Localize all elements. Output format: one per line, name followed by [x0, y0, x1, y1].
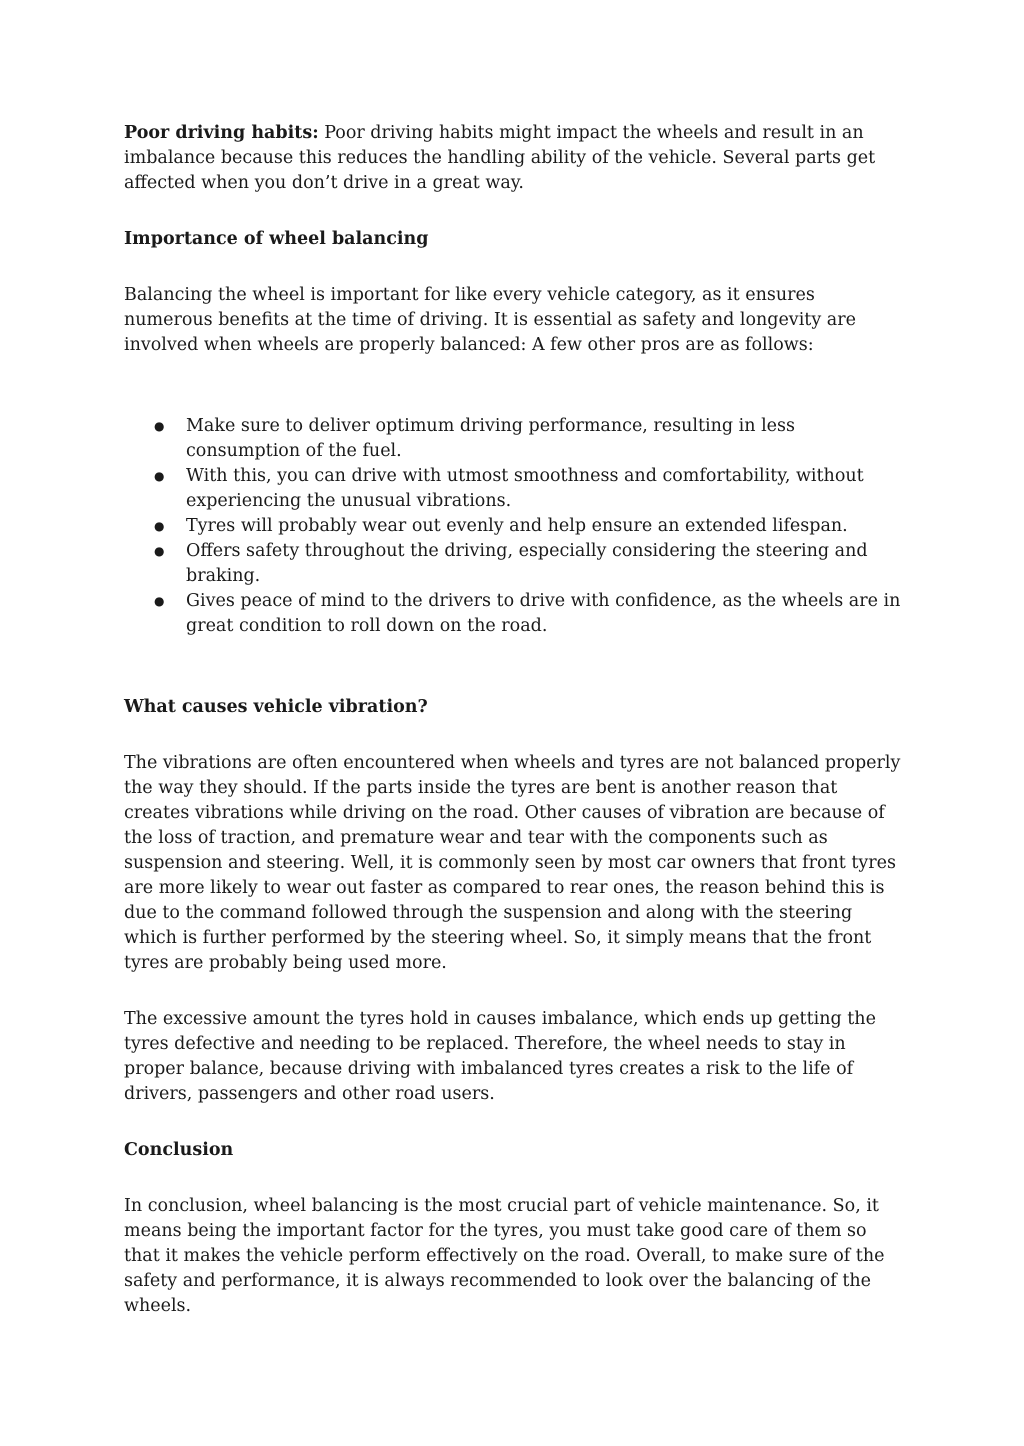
conclusion-heading: Conclusion [124, 1140, 234, 1160]
benefits-list [124, 414, 904, 639]
poor-driving-paragraph [124, 121, 904, 196]
list-item-text: Offers safety throughout the driving, especially considering the steering and braking. [186, 541, 868, 586]
bullet-icon: ● [154, 544, 165, 558]
vibration-paragraph-2: The excessive amount the tyres hold in causes imbalance, which ends up getting the tyres defective and needing to be replaced. Therefore, the wheel needs to stay in proper balance, because driving with imbalanced tyres creates a risk to the life of drivers, passengers and other road users. [124, 1009, 876, 1104]
document-page [124, 121, 904, 1319]
importance-heading: Importance of wheel balancing [124, 229, 429, 249]
list-item-text: Make sure to deliver optimum driving performance, resulting in less consumption of the fuel. [186, 416, 796, 461]
bullet-icon: ● [154, 419, 165, 433]
importance-paragraph: Balancing the wheel is important for like every vehicle category, as it ensures numerous benefits at the time of driving. It is essential as safety and longevity are involved when wheels are properly balanced: A few other pros are as follows: [124, 285, 856, 355]
list-item-text: Gives peace of mind to the drivers to drive with confidence, as the wheels are in great condition to roll down on the road. [186, 591, 901, 636]
list-item [124, 539, 904, 589]
vibration-paragraph-1: The vibrations are often encountered when wheels and tyres are not balanced properly the way they should. If the parts inside the tyres are bent is another reason that creates vibrations while driving on the road. Other causes of vibration are because of the loss of traction, and premature wear and tear with the components such as suspension and steering. Well, it is commonly seen by most car owners that front tyres are more likely to wear out faster as compared to rear ones, the reason behind this is due to the command followed through the suspension and along with the steering which is further performed by the steering wheel. So, it simply means that the front tyres are probably being used more. [124, 753, 901, 973]
poor-driving-label: Poor driving habits: [124, 123, 319, 143]
list-item-text: With this, you can drive with utmost smoothness and comfortability, without experiencing the unusual vibrations. [186, 466, 864, 511]
bullet-icon: ● [154, 519, 165, 533]
vibration-heading: What causes vehicle vibration? [124, 697, 428, 717]
list-item [124, 464, 904, 514]
list-item [124, 514, 904, 539]
bullet-icon: ● [154, 594, 165, 608]
conclusion-paragraph: In conclusion, wheel balancing is the most crucial part of vehicle maintenance. So, it means being the important factor for the tyres, you must take good care of them so that it makes the vehicle perform effectively on the road. Overall, to make sure of the safety and performance, it is always recommended to look over the balancing of the wheels. [124, 1196, 885, 1316]
poor-driving-text: Poor driving habits might impact the wheels and result in an imbalance because this reduces the handling ability of the vehicle. Several parts get affected when you don’t drive in a great way. [124, 123, 876, 193]
list-item-text: Tyres will probably wear out evenly and help ensure an extended lifespan. [186, 516, 848, 536]
list-item [124, 414, 904, 464]
list-item [124, 589, 904, 639]
bullet-icon: ● [154, 469, 165, 483]
